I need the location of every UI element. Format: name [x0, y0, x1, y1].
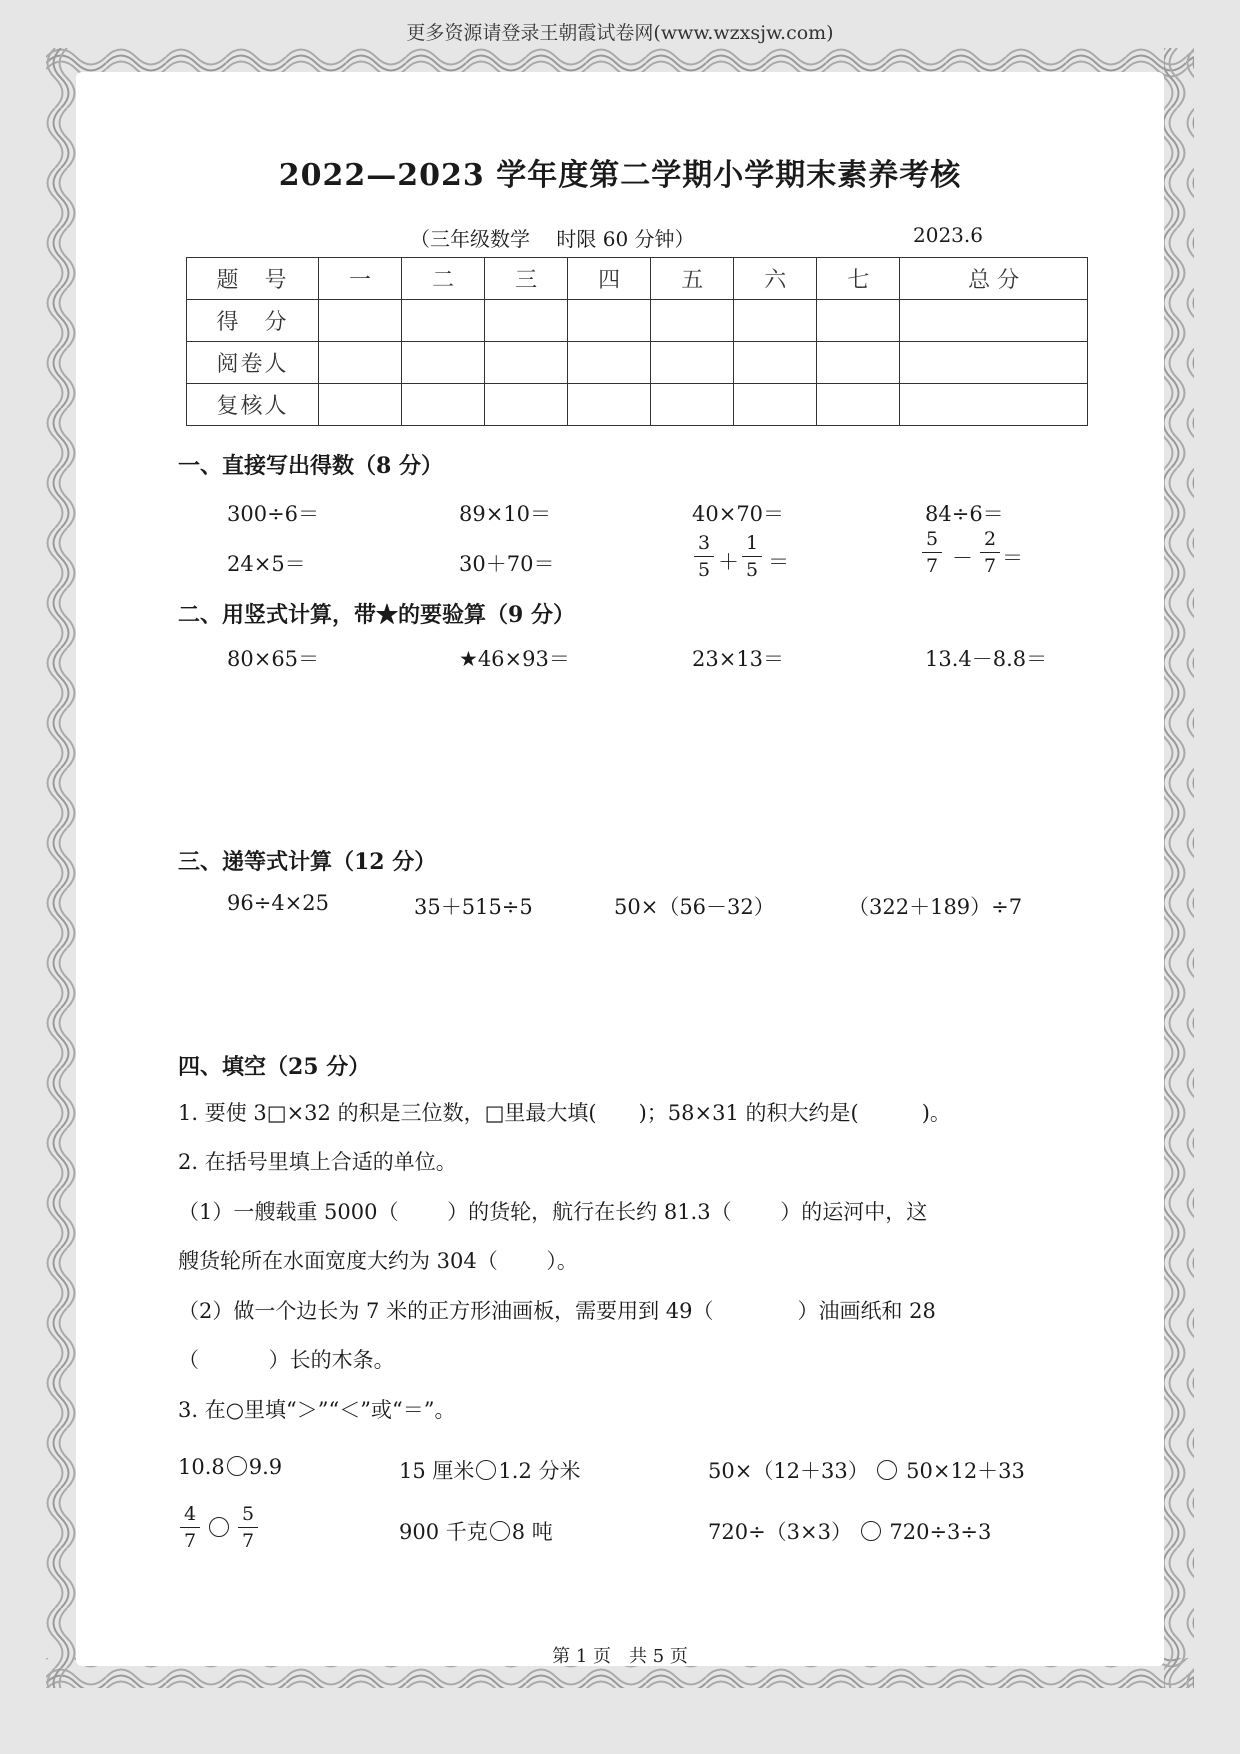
problem: （322＋189）÷7: [848, 895, 1023, 919]
score-cell[interactable]: [734, 300, 817, 342]
operator: ＋: [718, 550, 739, 574]
denominator: 7: [183, 1530, 197, 1552]
header-cell: 题 号: [187, 258, 319, 300]
answer-circle[interactable]: [227, 1456, 247, 1476]
fraction-bar: [694, 556, 714, 557]
fraction: [980, 528, 1000, 577]
problem: 13.4－8.8＝: [925, 647, 1048, 671]
score-cell[interactable]: [568, 384, 651, 426]
score-cell[interactable]: [485, 384, 568, 426]
fraction: [238, 1503, 258, 1552]
score-cell[interactable]: [900, 300, 1088, 342]
question-2-2-line1: （2）做一个边长为 7 米的正方形油画板，需要用到 49（ ）油画纸和 28: [178, 1299, 936, 1323]
numerator: 4: [183, 1503, 197, 1525]
score-cell[interactable]: [319, 300, 402, 342]
score-cell[interactable]: [651, 384, 734, 426]
header-cell: 三: [485, 258, 568, 300]
subtitle-text: （三年级数学 时限 60 分钟）: [410, 227, 695, 251]
fraction-bar: [980, 552, 1000, 553]
answer-circle[interactable]: [476, 1460, 496, 1480]
problem: 80×65＝: [227, 647, 320, 671]
problem: 23×13＝: [692, 647, 785, 671]
score-cell[interactable]: [734, 384, 817, 426]
question-2-1-line1: （1）一艘载重 5000（ ）的货轮，航行在长约 81.3（ ）的运河中，这: [178, 1200, 928, 1224]
exam-date: 2023.6: [913, 223, 983, 247]
score-cell[interactable]: [900, 384, 1088, 426]
answer-circle[interactable]: [877, 1460, 897, 1480]
question-3: 3. 在○里填“＞”“＜”或“＝”。: [178, 1398, 456, 1422]
score-header-row: [187, 258, 1088, 300]
question-2-2-line2: （ ）长的木条。: [178, 1348, 395, 1372]
question-1: 1. 要使 3□×32 的积是三位数，□里最大填( )；58×31 的积大约是( )。: [178, 1101, 951, 1125]
compare-right: 9.9: [248, 1455, 283, 1479]
score-cell[interactable]: [651, 300, 734, 342]
numerator: 5: [241, 1503, 255, 1525]
score-row: [187, 300, 1088, 342]
denominator: 7: [925, 555, 939, 577]
page-footer: 第 1 页 共 5 页: [552, 1646, 688, 1667]
fraction: [742, 532, 762, 581]
header-cell: 六: [734, 258, 817, 300]
problem: 84÷6＝: [925, 502, 1004, 526]
problem: 30＋70＝: [459, 552, 555, 576]
score-cell[interactable]: [402, 384, 485, 426]
fraction-bar: [742, 556, 762, 557]
section-4-title: 四、填空（25 分）: [178, 1054, 371, 1080]
answer-circle[interactable]: [861, 1521, 881, 1541]
compare-right: 50×12＋33: [906, 1459, 1025, 1483]
score-cell[interactable]: [485, 342, 568, 384]
problem: ★46×93＝: [459, 647, 570, 671]
operator: ＝: [768, 550, 789, 574]
problem: 24×5＝: [227, 552, 306, 576]
compare-left: 10.8: [178, 1455, 225, 1479]
fraction: [694, 532, 714, 581]
score-cell[interactable]: [651, 342, 734, 384]
score-cell[interactable]: [817, 384, 900, 426]
compare-right: 1.2 分米: [498, 1459, 581, 1483]
fraction-bar: [180, 1527, 200, 1528]
section-1-title: 一、直接写出得数（8 分）: [178, 453, 443, 479]
operator: －: [952, 546, 973, 570]
denominator: 7: [241, 1530, 255, 1552]
score-cell[interactable]: [817, 300, 900, 342]
score-cell[interactable]: [319, 384, 402, 426]
watermark-text: 更多资源请登录王朝霞试卷网(www.wzxsjw.com): [406, 22, 834, 44]
score-table: [186, 257, 1088, 426]
row-label: 得 分: [187, 300, 319, 342]
score-cell[interactable]: [402, 300, 485, 342]
operator: ＝: [1002, 546, 1023, 570]
numerator: 2: [983, 528, 997, 550]
numerator: 5: [925, 528, 939, 550]
score-cell[interactable]: [402, 342, 485, 384]
problem: 35＋515÷5: [414, 895, 533, 919]
problem: 89×10＝: [459, 502, 552, 526]
score-cell[interactable]: [817, 342, 900, 384]
denominator: 7: [983, 555, 997, 577]
answer-circle[interactable]: [490, 1521, 510, 1541]
question-2: 2. 在括号里填上合适的单位。: [178, 1150, 457, 1174]
header-cell: 一: [319, 258, 402, 300]
problem: 40×70＝: [692, 502, 785, 526]
compare-left: 50×（12＋33）: [708, 1459, 869, 1483]
exam-title: 2022—2023 学年度第二学期小学期末素养考核: [278, 158, 962, 193]
compare-right: 720÷3÷3: [889, 1520, 992, 1544]
grader-row: [187, 342, 1088, 384]
compare-item: [399, 1455, 580, 1485]
score-cell[interactable]: [734, 342, 817, 384]
header-cell: 五: [651, 258, 734, 300]
compare-left: 15 厘米: [399, 1459, 475, 1483]
fraction: [180, 1503, 200, 1552]
row-label: 阅卷人: [187, 342, 319, 384]
section-2-title: 二、用竖式计算，带★的要验算（9 分）: [178, 602, 575, 628]
fraction-bar: [922, 552, 942, 553]
question-2-1-line2: 艘货轮所在水面宽度大约为 304（ ）。: [178, 1249, 578, 1273]
exam-subtitle: [410, 223, 983, 252]
problem: 50×（56－32）: [614, 895, 775, 919]
reviewer-row: [187, 384, 1088, 426]
score-cell[interactable]: [900, 342, 1088, 384]
section-3-title: 三、递等式计算（12 分）: [178, 849, 437, 875]
compare-right: 8 吨: [511, 1520, 553, 1544]
header-cell: 总 分: [900, 258, 1088, 300]
score-cell[interactable]: [568, 300, 651, 342]
compare-left: 900 千克: [399, 1520, 488, 1544]
score-cell[interactable]: [319, 342, 402, 384]
row-label: 复核人: [187, 384, 319, 426]
header-cell: 二: [402, 258, 485, 300]
compare-left: 720÷（3×3）: [708, 1520, 852, 1544]
fraction-bar: [238, 1527, 258, 1528]
problem: 96÷4×25: [227, 891, 329, 915]
compare-item: [178, 1455, 282, 1479]
numerator: 1: [745, 532, 759, 554]
denominator: 5: [745, 559, 759, 581]
fraction: [922, 528, 942, 577]
header-cell: 四: [568, 258, 651, 300]
numerator: 3: [697, 532, 711, 554]
compare-item: [708, 1455, 1025, 1485]
score-cell[interactable]: [568, 342, 651, 384]
compare-item: [708, 1516, 991, 1546]
denominator: 5: [697, 559, 711, 581]
header-cell: 七: [817, 258, 900, 300]
answer-circle[interactable]: [209, 1517, 229, 1537]
score-cell[interactable]: [485, 300, 568, 342]
compare-item: [399, 1516, 553, 1546]
problem: 300÷6＝: [227, 502, 320, 526]
